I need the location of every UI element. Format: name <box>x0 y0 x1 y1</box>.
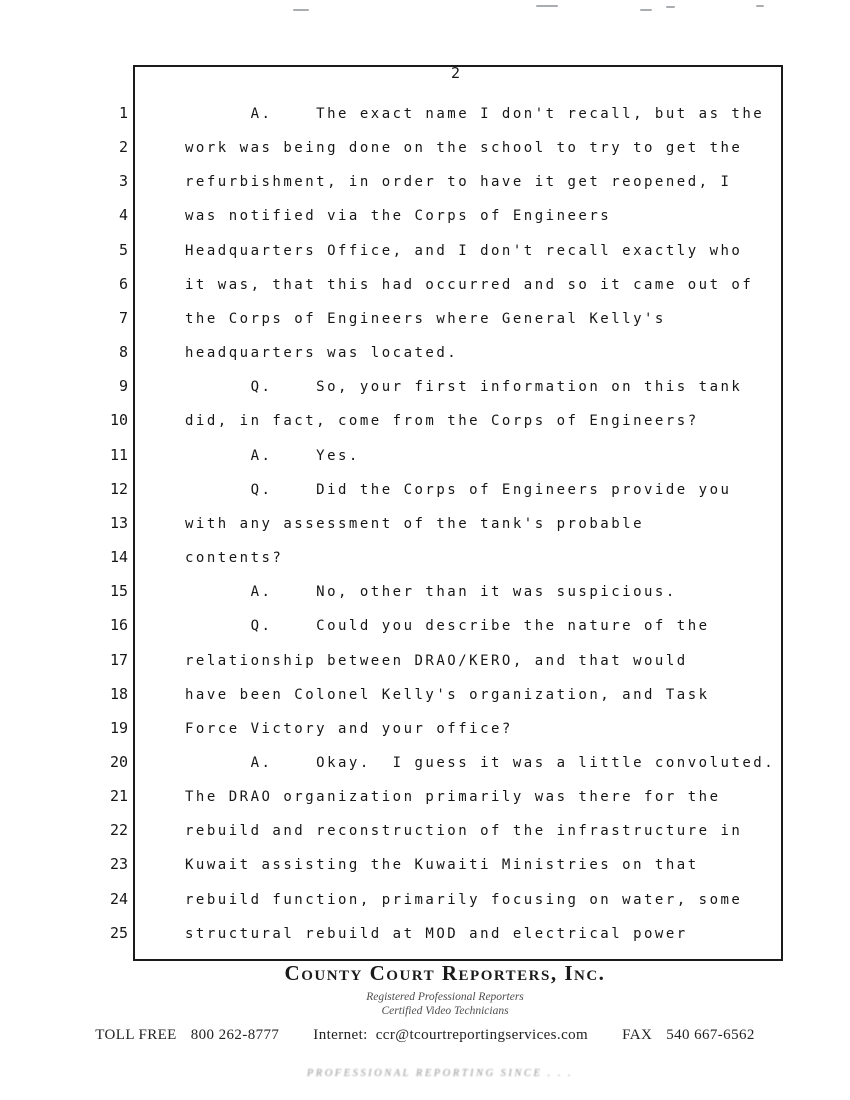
line-number: 10 <box>109 411 128 430</box>
firm-name: County Court Reporters, Inc. <box>284 961 606 985</box>
transcript-line <box>90 369 800 403</box>
transcript-line <box>90 403 800 437</box>
line-text: A. Okay. I guess it was a little convoluted. <box>185 754 776 771</box>
line-number: 2 <box>118 138 128 157</box>
scan-artifact <box>293 9 309 11</box>
fax-number: 540 667-6562 <box>666 1027 755 1043</box>
scan-artifact <box>640 9 652 11</box>
line-number: 11 <box>109 445 128 464</box>
line-text: Q. Did the Corps of Engineers provide you <box>185 481 732 498</box>
line-text: rebuild function, primarily focusing on water, some <box>185 891 743 908</box>
line-number: 1 <box>118 104 128 122</box>
line-text: relationship between DRAO/KERO, and that would <box>185 652 688 669</box>
page-number: 2 <box>450 64 462 82</box>
line-number: 13 <box>109 513 128 532</box>
line-text: Headquarters Office, and I don't recall exactly who <box>185 242 743 259</box>
line-number: 8 <box>118 343 128 362</box>
fax-label: FAX <box>622 1027 653 1043</box>
transcript-line <box>90 711 800 745</box>
line-text: contents? <box>185 550 284 567</box>
line-text: Q. Could you describe the nature of the <box>185 618 710 635</box>
firm-tagline-reporters: Registered Professional Reporters <box>366 991 524 1003</box>
line-number: 21 <box>109 787 128 806</box>
line-text: was notified via the Corps of Engineers <box>185 208 612 225</box>
line-text: refurbishment, in order to have it get reopened, I <box>185 174 732 191</box>
transcript-line <box>90 335 800 369</box>
toll-free-label: TOLL FREE <box>95 1027 177 1043</box>
transcript-line <box>90 267 800 301</box>
toll-free-number: 800 262-8777 <box>190 1027 280 1043</box>
transcript-line <box>90 574 800 608</box>
transcript-line <box>90 96 800 130</box>
scan-artifact <box>666 6 675 8</box>
bottom-note: PROFESSIONAL REPORTING SINCE . . . <box>306 1068 574 1079</box>
line-text: A. No, other than it was suspicious. <box>185 584 677 601</box>
line-text: did, in fact, come from the Corps of Engineers? <box>185 413 699 430</box>
line-text: the Corps of Engineers where General Kelly's <box>185 310 666 327</box>
line-text: Q. So, your first information on this tank <box>185 379 743 396</box>
transcript-line <box>90 608 800 642</box>
line-number: 14 <box>109 548 128 567</box>
line-number: 4 <box>118 206 128 225</box>
line-number: 15 <box>109 582 128 601</box>
transcript-body <box>90 96 800 950</box>
scan-artifact <box>536 5 558 7</box>
transcript-line <box>90 779 800 813</box>
line-number: 7 <box>118 308 128 327</box>
line-text: with any assessment of the tank's probable <box>185 515 645 532</box>
transcript-line <box>90 847 800 881</box>
line-number: 23 <box>109 855 128 874</box>
scan-artifact <box>756 5 764 7</box>
firm-tagline-video: Certified Video Technicians <box>381 1005 509 1017</box>
transcript-line <box>90 540 800 574</box>
line-number: 3 <box>118 172 128 191</box>
line-number: 24 <box>109 889 128 908</box>
line-number: 5 <box>118 240 128 259</box>
line-text: have been Colonel Kelly's organization, and Task <box>185 686 710 703</box>
line-number: 18 <box>109 684 128 703</box>
line-text: headquarters was located. <box>185 345 459 362</box>
line-text: work was being done on the school to try to get the <box>185 140 743 157</box>
transcript-line <box>90 233 800 267</box>
line-number: 12 <box>109 479 128 498</box>
contact-line <box>0 1027 850 1044</box>
line-text: A. The exact name I don't recall, but as the <box>185 106 765 122</box>
line-text: A. Yes. <box>185 447 360 464</box>
transcript-line <box>90 198 800 232</box>
transcript-line <box>90 301 800 335</box>
footer <box>0 961 850 1079</box>
internet-label: Internet: <box>313 1027 368 1043</box>
line-number: 19 <box>109 718 128 737</box>
line-number: 6 <box>118 274 128 293</box>
line-number: 22 <box>109 821 128 840</box>
line-text: Force Victory and your office? <box>185 720 513 737</box>
transcript-line <box>90 643 800 677</box>
transcript-line <box>90 130 800 164</box>
line-text: structural rebuild at MOD and electrical power <box>185 925 688 942</box>
line-number: 9 <box>118 377 128 396</box>
line-text: rebuild and reconstruction of the infrastructure in <box>185 823 743 840</box>
internet-value: ccr@tcourtreportingservices.com <box>375 1027 589 1043</box>
line-number: 20 <box>109 752 128 771</box>
line-text: Kuwait assisting the Kuwaiti Ministries on that <box>185 857 699 874</box>
transcript-line <box>90 506 800 540</box>
transcript-line <box>90 745 800 779</box>
transcript-line <box>90 164 800 198</box>
transcript-line <box>90 472 800 506</box>
transcript-line <box>90 677 800 711</box>
line-number: 17 <box>109 650 128 669</box>
transcript-line <box>90 916 800 950</box>
line-text: it was, that this had occurred and so it came out of <box>185 276 754 293</box>
transcript-line <box>90 882 800 916</box>
transcript-line <box>90 813 800 847</box>
line-number: 16 <box>109 616 128 635</box>
transcript-line <box>90 438 800 472</box>
line-text: The DRAO organization primarily was there for the <box>185 789 721 806</box>
line-number: 25 <box>109 923 128 942</box>
